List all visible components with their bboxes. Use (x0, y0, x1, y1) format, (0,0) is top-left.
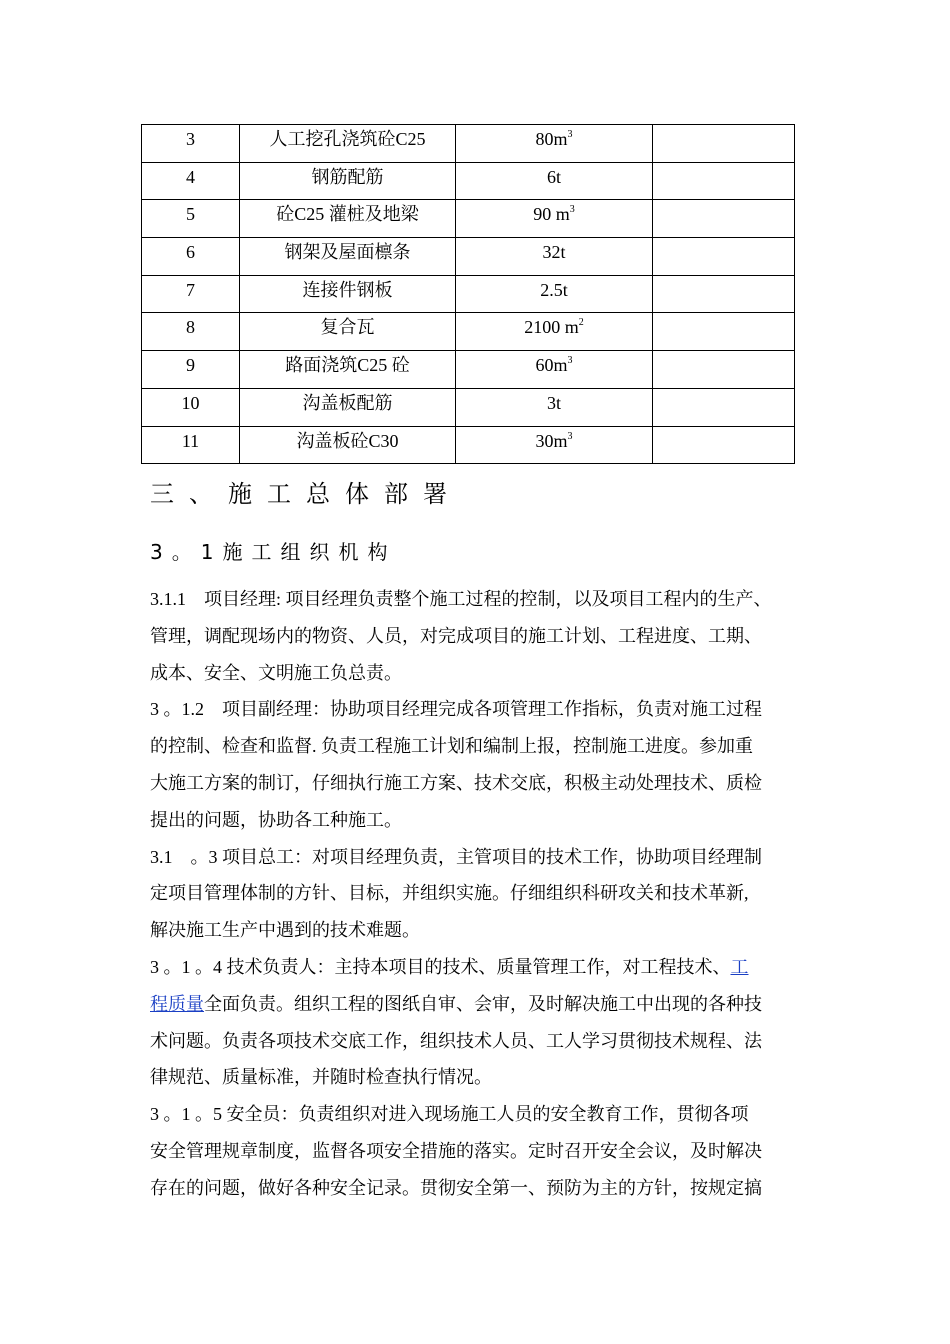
row-number-cell: 5 (142, 200, 240, 238)
unit-exponent: 3 (567, 355, 573, 367)
table-row (142, 238, 795, 276)
text-line (150, 989, 810, 1026)
quantity-cell (456, 313, 653, 351)
quantity-cell (456, 351, 653, 389)
unit-exponent: 3 (569, 204, 575, 216)
unit-exponent: 2 (578, 317, 584, 329)
text-line: 成本、安全、文明施工负总责。 (150, 662, 402, 683)
item-name-cell: 连接件钢板 (240, 275, 456, 313)
body-text (150, 584, 810, 1210)
item-name-cell: 路面浇筑C25 砼 (240, 351, 456, 389)
text-line: 3 。1.2 项目副经理：协助项目经理完成各项管理工作指标，负责对施工过程 (150, 699, 762, 720)
text-line: 管理，调配现场内的物资、人员，对完成项目的施工计划、工程进度、工期、 (150, 625, 762, 646)
unit-exponent: 3 (567, 129, 573, 140)
text-line: 术问题。负责各项技术交底工作，组织技术人员、工人学习贯彻技术规程、法 (150, 1030, 762, 1051)
quantity-cell (456, 426, 653, 464)
text-line: 安全管理规章制度，监督各项安全措施的落实。定时召开安全会议，及时解决 (150, 1140, 762, 1161)
item-name-cell: 钢筋配筋 (240, 162, 456, 200)
text-line: 存在的问题，做好各种安全记录。贯彻安全第一、预防为主的方针，按规定搞 (150, 1177, 762, 1198)
section-heading: 三、施工总体部署 (150, 480, 462, 508)
item-name-cell: 复合瓦 (240, 313, 456, 351)
quantity-value: 60m (535, 355, 568, 376)
item-name-cell: 人工挖孔浇筑砼C25 (240, 125, 456, 163)
quantity-value: 30m (535, 430, 568, 451)
table-row (142, 200, 795, 238)
quantity-table-body (142, 125, 795, 464)
table-row (142, 351, 795, 389)
engineering-quality-link[interactable]: 程质量 (150, 993, 204, 1014)
quantity-cell (456, 238, 653, 276)
table-row (142, 388, 795, 426)
text-line: 定项目管理体制的方针、目标，并组织实施。仔细组织科研攻关和技术革新, (150, 883, 749, 904)
quantity-value: 2.5t (540, 279, 568, 300)
remark-cell (653, 275, 795, 313)
quantity-table (141, 124, 795, 464)
row-number-cell: 3 (142, 125, 240, 163)
quantity-cell (456, 162, 653, 200)
quantity-value: 6t (546, 166, 561, 187)
item-name-cell: 沟盖板砼C30 (240, 426, 456, 464)
text-line: 3.1 。3 项目总工：对项目经理负责，主管项目的技术工作，协助项目经理制 (150, 846, 762, 867)
unit-exponent: 3 (567, 430, 573, 442)
quantity-value: 80m (535, 129, 568, 149)
remark-cell (653, 426, 795, 464)
engineering-quality-link[interactable]: 工 (730, 956, 749, 977)
row-number-cell: 6 (142, 238, 240, 276)
text-line: 3.1.1 项目经理: 项目经理负责整个施工过程的控制，以及项目工程内的生产、 (150, 589, 772, 609)
table-row (142, 125, 795, 163)
quantity-cell (456, 275, 653, 313)
table-row (142, 313, 795, 351)
remark-cell (653, 200, 795, 238)
table-row (142, 162, 795, 200)
subsection-heading: 3。1施工组织机构 (150, 540, 397, 564)
quantity-value: 2100 m (524, 317, 579, 338)
text-line: 的控制、检查和监督. 负责工程施工计划和编制上报，控制施工进度。参加重 (150, 736, 753, 757)
text-line (150, 952, 810, 989)
remark-cell (653, 125, 795, 163)
remark-cell (653, 388, 795, 426)
text-line: 提出的问题，协助各工种施工。 (150, 809, 402, 830)
table-row (142, 275, 795, 313)
row-number-cell: 10 (142, 388, 240, 426)
text-line: 解决施工生产中遇到的技术难题。 (150, 920, 420, 941)
row-number-cell: 11 (142, 426, 240, 464)
quantity-value: 90 m (533, 204, 570, 225)
row-number-cell: 7 (142, 275, 240, 313)
row-number-cell: 8 (142, 313, 240, 351)
text-line: 大施工方案的制订，仔细执行施工方案、技术交底，积极主动处理技术、质检 (150, 772, 762, 793)
row-number-cell: 9 (142, 351, 240, 389)
remark-cell (653, 238, 795, 276)
quantity-cell (456, 125, 653, 163)
item-name-cell: 沟盖板配筋 (240, 388, 456, 426)
quantity-cell (456, 388, 653, 426)
text-span: 全面负责。组织工程的图纸自审、会审，及时解决施工中出现的各种技 (204, 993, 762, 1014)
remark-cell (653, 351, 795, 389)
text-line: 3 。1 。5 安全员：负责组织对进入现场施工人员的安全教育工作，贯彻各项 (150, 1104, 749, 1125)
text-line: 律规范、质量标准，并随时检查执行情况。 (150, 1067, 492, 1088)
quantity-cell (456, 200, 653, 238)
item-name-cell: 砼C25 灌桩及地梁 (240, 200, 456, 238)
table-row (142, 426, 795, 464)
quantity-value: 3t (546, 392, 561, 413)
remark-cell (653, 162, 795, 200)
row-number-cell: 4 (142, 162, 240, 200)
remark-cell (653, 313, 795, 351)
quantity-value: 32t (542, 242, 566, 263)
text-span: 3 。1 。4 技术负责人：主持本项目的技术、质量管理工作，对工程技术、 (150, 956, 731, 977)
item-name-cell: 钢架及屋面檩条 (240, 238, 456, 276)
